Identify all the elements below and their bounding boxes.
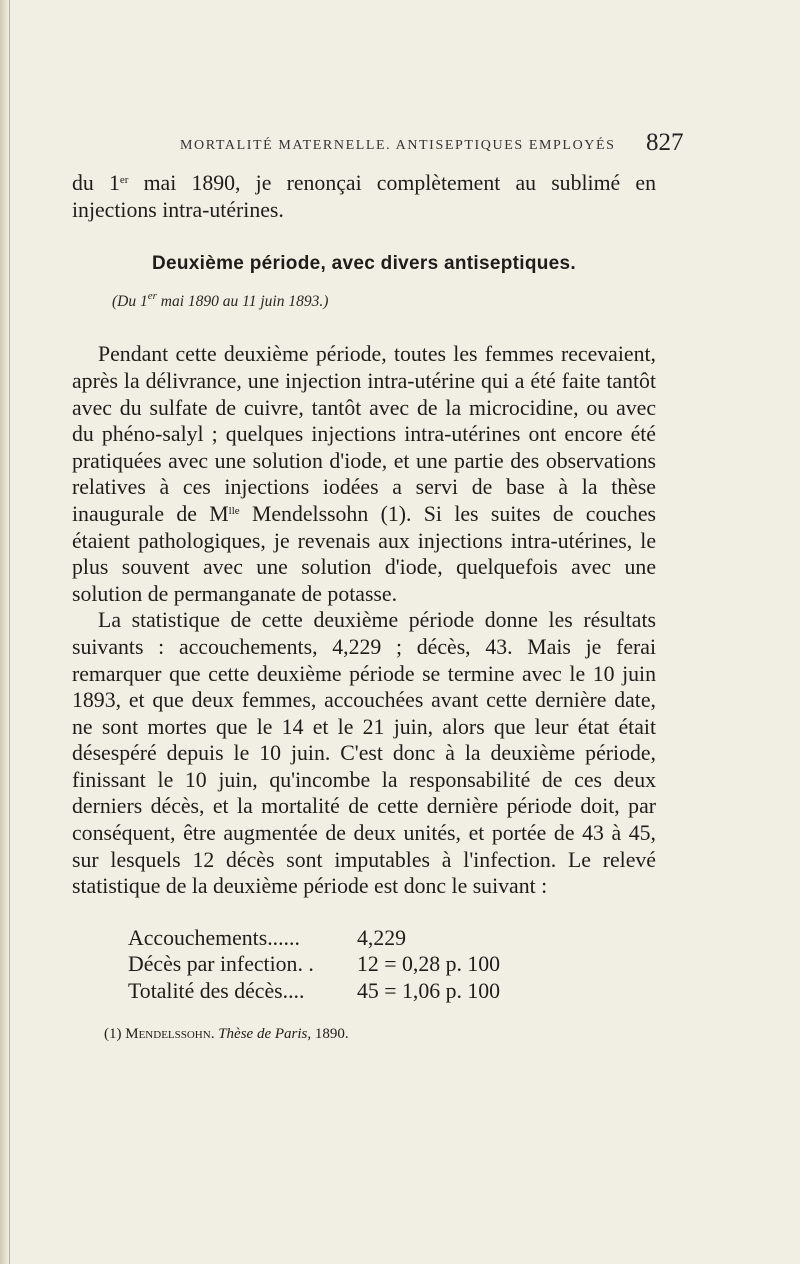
section-heading: Deuxième période, avec divers antiseptiques. — [152, 253, 576, 275]
page-number: 827 — [646, 129, 684, 156]
stat-value: 4,229 — [357, 925, 407, 950]
section-date-range: (Du 1er mai 1890 au 11 juin 1893.) — [112, 289, 329, 310]
running-title: MORTALITÉ MATERNELLE. ANTISEPTIQUES EMPLOYÉS — [180, 138, 616, 153]
intro-paragraph: du 1er mai 1890, je renonçai complètement au sublimé en injections intra-utérines. — [72, 171, 656, 222]
body-text — [72, 170, 656, 1047]
stat-row-total — [128, 978, 656, 1005]
stat-row-accouchements — [128, 925, 656, 952]
stat-row-infection — [128, 951, 656, 978]
footnote: (1) Mendelssohn. Thèse de Paris, 1890. — [104, 1025, 349, 1042]
stat-value: 12 = 0,28 p. 100 — [357, 952, 501, 977]
stat-label: Décès par infection. . — [128, 952, 314, 977]
statistics-table — [128, 925, 656, 1005]
stat-label: Totalité des décès.... — [128, 979, 305, 1004]
stat-label: Accouchements...... — [128, 925, 300, 950]
paragraph-statistics: La statistique de cette deuxième période donne les résultats suivants : accouchements, 4,229 ; décès, 43. Mais je ferai remarquer que cette deuxième période se termine avec le 10 juin 1893, et que deux femmes, accouchées avant cette dernière date, ne sont mortes que le 14 et le 21 juin, alors que leur état était désespéré depuis le 10 juin. C'est donc à la deuxième période, finissant le 10 juin, qu'incombe la responsabilité de ces deux derniers décès, et la mortalité de cette dernière période doit, par conséquent, être augmentée de deux unités, et portée de 43 à 45, sur lesquels 12 décès sont imputables à l'infection. Le relevé statistique de la deuxième période est donc le suivant : — [72, 608, 656, 899]
stat-value: 45 = 1,06 p. 100 — [357, 979, 501, 1004]
paragraph-antiseptics: Pendant cette deuxième période, toutes les femmes recevaient, après la délivrance, une injection intra-utérine qui a été faite tantôt avec du sulfate de cuivre, tantôt avec de la microcidine, ou avec du phéno-salyl ; quelques injections intra-utérines ont encore été pratiquées avec une solution d'iode, et une partie des observations relatives à ces injections iodées a servi de base à la thèse inaugurale de $M^{lle}$ Mendelssohn (1). Si les suites de couches étaient pathologiques, je revenais aux injections intra-utérines, le plus souvent avec une solution d'iode, quelquefois avec une solution de permanganate de potasse. — [72, 342, 656, 606]
